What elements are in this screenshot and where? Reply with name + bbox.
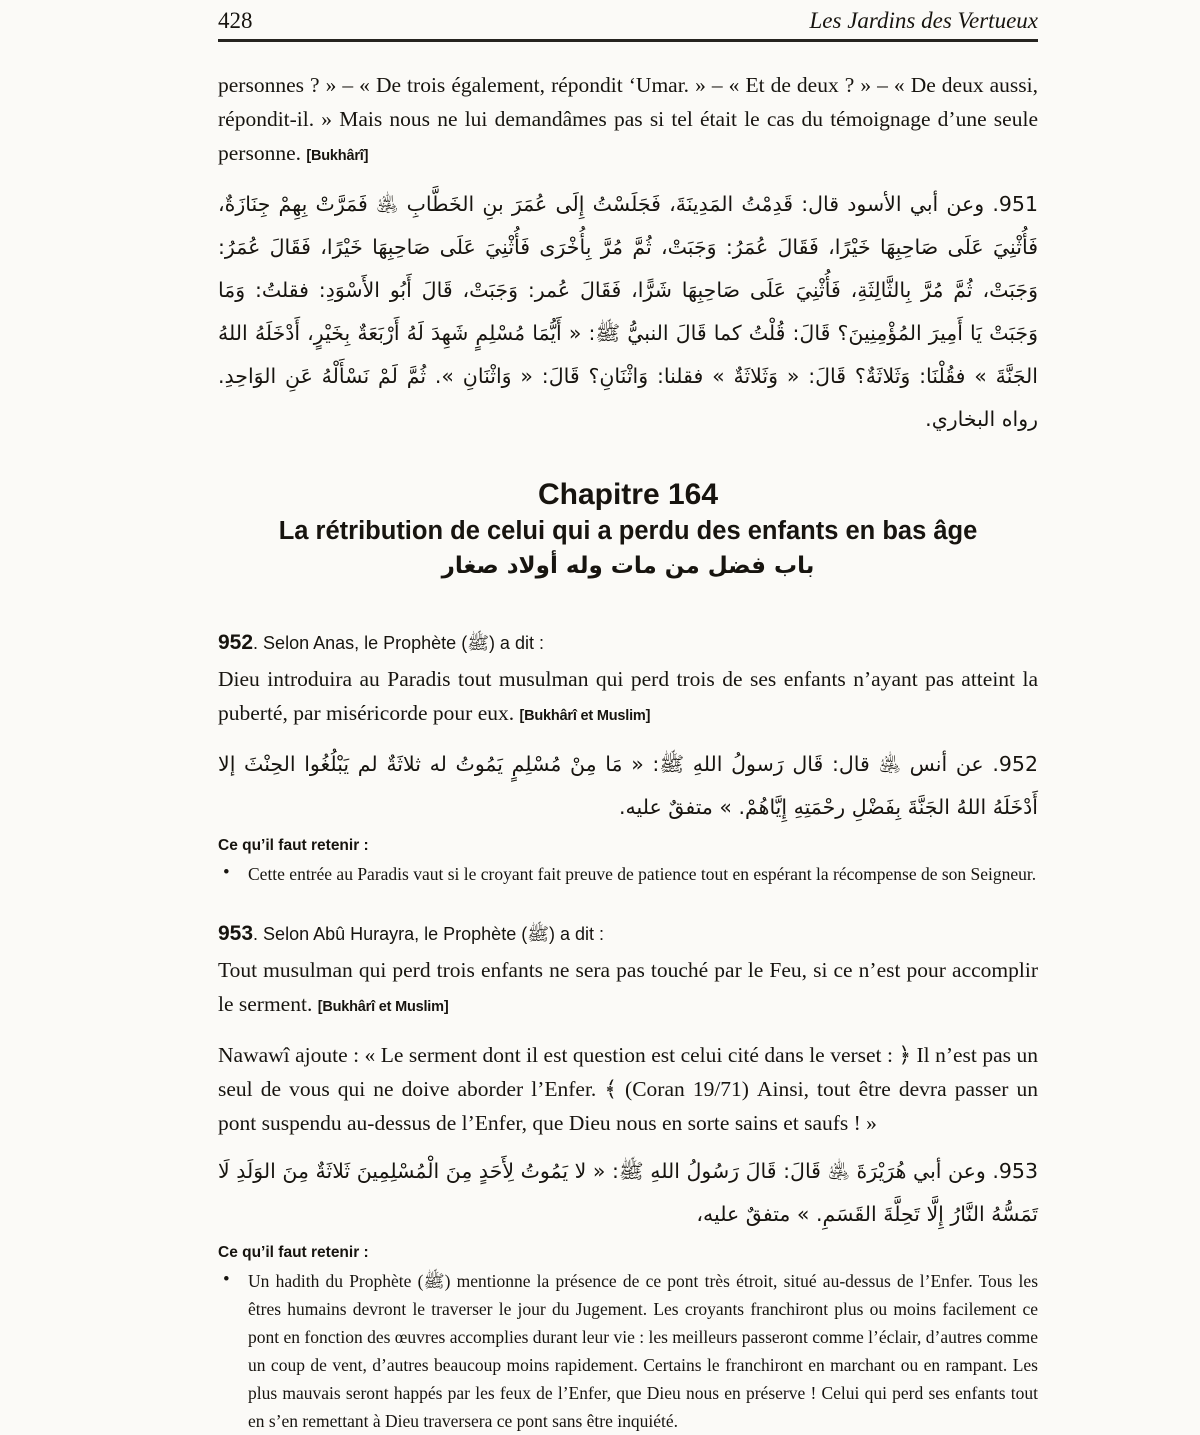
hadith-952-note bbox=[218, 860, 1038, 888]
hadith-953-source-citation: [Bukhârî et Muslim] bbox=[317, 999, 449, 1015]
chapter-heading bbox=[218, 477, 1038, 583]
page-number: 428 bbox=[218, 8, 253, 33]
bullet-icon: • bbox=[223, 1269, 230, 1290]
hadith-953-narrator: . Selon Abû Hurayra, le Prophète (ﷺ) a dit : bbox=[253, 924, 604, 944]
hadith-953-number: 953 bbox=[218, 922, 254, 945]
intro-paragraph bbox=[218, 68, 1038, 173]
chapter-number: Chapitre 164 bbox=[537, 478, 719, 511]
hadith-953-translation bbox=[218, 953, 1038, 1024]
hadith-952-retain-label: Ce qu’il faut retenir : bbox=[218, 837, 369, 854]
hadith-952-narrator: . Selon Anas, le Prophète (ﷺ) a dit : bbox=[253, 633, 544, 653]
hadith-952-heading bbox=[218, 631, 1038, 658]
running-header bbox=[218, 8, 1038, 42]
bullet-icon: • bbox=[223, 862, 230, 883]
hadith-953-note bbox=[218, 1267, 1038, 1435]
hadith-952-arabic: 952. عن أنس ﵁ قال: قَال رَسولُ اللهِ ﷺ: « مَا مِنْ مُسْلِمٍ يَمُوتُ له ثلاثَةٌ لم يَبْلُغُوا الحِنْثَ إلا أَدْخَلَهُ اللهُ الجَنَّةَ بِفَضْلِ رحْمَتِهِ إِيَّاهُمْ. » متفقٌ عليه. bbox=[218, 752, 1038, 819]
hadith-952-number: 952 bbox=[218, 631, 254, 654]
intro-source-citation: [Bukhârî] bbox=[306, 148, 369, 164]
intro-paragraph-text: personnes ? » – « De trois également, répondit ‘Umar. » – « Et de deux ? » – « De deux aussi, répondit-il. » Mais nous ne lui demandâmes pas si tel était le cas du témoignage d’une seule personne. bbox=[218, 73, 1038, 165]
hadith-953-text: Tout musulman qui perd trois enfants ne sera pas touché par le Feu, si ce n’est pour accomplir le serment. bbox=[218, 958, 1038, 1016]
hadith-951-arabic: 951. وعن أبي الأسود قال: قَدِمْتُ المَدِينَةَ، فَجَلَسْتُ إِلَى عُمَرَ بنِ الخَطَّابِ ﵁ فَمَرَّتْ بِهِمْ جِنَازَةٌ، فَأُثْنِيَ عَلَى صَاحِبِهَا خَيْرًا، فَقَالَ عُمَرُ: وَجَبَتْ، ثُمَّ مُرَّ بِأُخْرَى فَأُثْنِيَ عَلَى صَاحِبِهَا خَيْرًا، فَقَالَ عُمَرُ: وَجَبَتْ، ثُمَّ مُرَّ بِالثَّالِثَةِ، فَأُثْنِيَ عَلَى صَاحِبِهَا شَرًّا، فَقَالَ عُمر: وَجَبَتْ، قَالَ أَبُو الأَسْوَدِ: فقلتُ: وَمَا وَجَبَتْ يَا أَمِيرَ المُؤْمِنِينَ؟ قَالَ: قُلْتُ كما قَالَ النبيُّ ﷺ: « أَيُّمَا مُسْلِمٍ شَهِدَ لَهُ أَرْبَعَةٌ بِخَيْرٍ، أَدْخَلَهُ اللهُ الجَنَّةَ » فقُلْنَا: وَثَلاثَةٌ؟ قَالَ: « وَثَلاثَةٌ » فقلنا: وَاثْنَانِ؟ قَالَ: « وَاثْنَانِ ». ثُمَّ لَمْ نَسْأَلْهُ عَنِ الوَاحِدِ. رواه البخاري. bbox=[218, 192, 1038, 431]
hadith-952-note-text: Cette entrée au Paradis vaut si le croyant fait preuve de patience tout en espérant la récompense de son Seigneur. bbox=[248, 864, 1037, 884]
hadith-952-text: Dieu introduira au Paradis tout musulman qui perd trois de ses enfants n’ayant pas atteint la puberté, par miséricorde pour eux. bbox=[218, 667, 1038, 725]
hadith-953-nawawi-note: Nawawî ajoute : « Le serment dont il est question est celui cité dans le verset : ﴿ Il n’est pas un seul de vous qui ne doive aborder l’Enfer. ﴾ (Coran 19/71) Ainsi, tout être devra passer un pont suspendu au-dessus de l’Enfer, que Dieu nous en sorte sains et saufs ! » bbox=[218, 1043, 1038, 1135]
chapter-title-arabic: باب فضل من مات وله أولاد صغار bbox=[441, 553, 815, 579]
book-title: Les Jardins des Vertueux bbox=[809, 8, 1038, 33]
hadith-953-retain-label: Ce qu’il faut retenir : bbox=[218, 1244, 369, 1261]
hadith-952-source-citation: [Bukhârî et Muslim] bbox=[519, 708, 651, 724]
hadith-953-arabic: 953. وعن أبي هُرَيْرَةَ ﵁ قَالَ: قَالَ رَسُولُ اللهِ ﷺ: « لا يَمُوتُ لِأَحَدٍ مِنَ الْمُسْلِمِينَ ثَلاثَةٌ مِنَ الوَلَدِ لَا تَمَسُّهُ النَّارُ إِلَّا تَحِلَّةَ القَسَمِ. » متفقٌ عليه، bbox=[218, 1159, 1038, 1226]
hadith-953-heading bbox=[218, 922, 1038, 949]
chapter-title-french: La rétribution de celui qui a perdu des enfants en bas âge bbox=[278, 517, 978, 545]
hadith-953-note-text: Un hadith du Prophète (ﷺ) mentionne la présence de ce pont très étroit, situé au-dessus de l’Enfer. Tous les êtres humains devront le traverser le jour du Jugement. Les croyants franchiront plus ou moins facilement ce pont en fonction des œuvres accomplies durant leur vie : les meilleurs passeront comme l’éclair, d’autres comme un coup de vent, d’autres beaucoup moins rapidement. Certains le franchiront en marchant ou en rampant. Les plus mauvais seront happés par les feux de l’Enfer, que Dieu nous en préserve ! Celui qui perd ses enfants tout en s’en remettant à Dieu traversera ce pont sans être inquiété. bbox=[248, 1271, 1038, 1431]
hadith-952-translation bbox=[218, 662, 1038, 733]
